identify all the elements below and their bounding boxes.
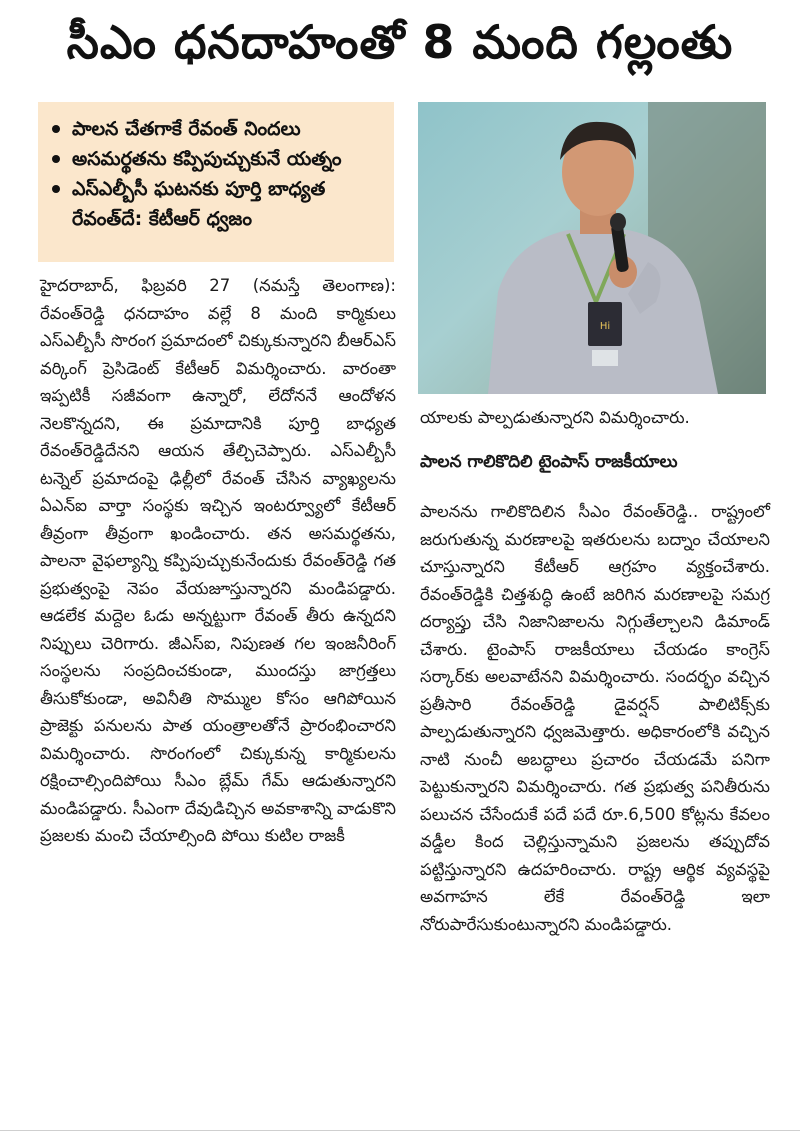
highlight-item [52, 114, 384, 144]
speaker-photo-icon [418, 102, 766, 394]
continuation-text: యాలకు పాల్పడుతున్నారని విమర్శించారు. [420, 408, 690, 427]
article-continuation [420, 404, 770, 432]
highlight-text: అసమర్థతను కప్పిపుచ్చుకునే యత్నం [72, 148, 342, 170]
divider [0, 1130, 800, 1131]
highlight-text: ఎస్ఎల్బీసీ ఘటనకు పూర్తి బాధ్యత రేవంత్‌దే: కేటీఆర్ ధ్వజం [72, 178, 326, 230]
speaker-photo [418, 102, 766, 394]
article-right-column [420, 498, 770, 938]
headline: సీఎం ధనదాహంతో 8 మంది గల్లంతు [66, 15, 734, 69]
highlight-text: పాలన చేతగాకే రేవంత్ నిందలు [72, 118, 301, 140]
highlights-box [38, 102, 394, 262]
bullet-icon [52, 185, 60, 193]
article-paragraph: పాలనను గాలికొదిలిన సీఎం రేవంత్‌రెడ్డి.. రాష్ట్రంలో జరుగుతున్న మరణాలపై ఇతరులను బద్నాం చేయాలని చూస్తున్నారని కేటీఆర్ ఆగ్రహం వ్యక్తంచేశారు. రేవంత్‌రెడ్డికి చిత్తశుద్ధి ఉంటే జరిగిన మరణాలపై సమగ్ర దర్యాప్తు చేసి నిజానిజాలను నిగ్గుతేల్చాలని డిమాండ్ చేశారు. టైంపాస్ రాజకీయాలు చేయడం కాంగ్రెస్ సర్కార్‌కు అలవాటేనని విమర్శించారు. సందర్భం వచ్చిన ప్రతీసారి రేవంత్‌రెడ్డి డైవర్షన్ పాలిటిక్స్‌కు పాల్పడుతున్నారని ధ్వజమెత్తారు. అధికారంలోకి వచ్చిన నాటి నుంచీ అబద్ధాలు ప్రచారం చేయడమే పనిగా పెట్టుకున్నారని విమర్శించారు. గత ప్రభుత్వ పనితీరును పలుచన చేసేందుకే పదే పదే రూ.6,500 కోట్లను కేవలం వడ్డీల కింద చెల్లిస్తున్నామని ప్రజలను తప్పుదోవ పట్టిస్తున్నారని ఉదహరించారు. రాష్ట్ర ఆర్థిక వ్యవస్థపై అవగాహన లేకే రేవంత్‌రెడ్డి ఇలా నోరుపారేసుకుంటున్నారని మండిపడ్డారు. [420, 502, 770, 934]
bullet-icon [52, 125, 60, 133]
highlight-item [52, 144, 384, 174]
bullet-icon [52, 155, 60, 163]
article-left-column [40, 272, 396, 850]
highlight-item [52, 174, 384, 234]
badge-text: Hi [599, 321, 611, 332]
article-paragraph: హైదరాబాద్, ఫిబ్రవరి 27 (నమస్తే తెలంగాణ): రేవంత్‌రెడ్డి ధనదాహం వల్లే 8 మంది కార్మికులు ఎస్ఎల్బీసీ సొరంగ ప్రమాదంలో చిక్కుకున్నారని బీఆర్ఎస్ వర్కింగ్ ప్రెసిడెంట్ కేటీఆర్ విమర్శించారు. వారంతా ఇప్పటికీ సజీవంగా ఉన్నారో, లేదోననే ఆందోళన నెలకొన్నదని, ఈ ప్రమాదానికి పూర్తి బాధ్యత రేవంత్‌రెడ్డిదేనని ఆయన తేల్చిచెప్పారు. ఎస్ఎల్బీసీ టన్నెల్ ప్రమాదంపై ఢిల్లీలో రేవంత్ చేసిన వ్యాఖ్యలను ఏఎన్ఐ వార్తా సంస్థకు ఇచ్చిన ఇంటర్వ్యూలో కేటీఆర్ తీవ్రంగా తీవ్రంగా ఖండించారు. తన అసమర్థతను, పాలనా వైఫల్యాన్ని కప్పిపుచ్చుకునేందుకు రేవంత్‌రెడ్డి గత ప్రభుత్వంపై నెపం వేయజూస్తున్నారని మండిపడ్డారు. ఆడలేక మద్దెల ఓడు అన్నట్టుగా రేవంత్ తీరు ఉన్నదని నిప్పులు చెరిగారు. జీఎస్ఐ, నిపుణత గల ఇంజనీరింగ్ సంస్థలను సంప్రదించకుండా, ముందస్తు జాగ్రత్తలు తీసుకోకుండా, అవినీతి సొమ్ముల కోసం ఆగిపోయిన ప్రాజెక్టు పనులను పాత యంత్రాలతోనే ప్రారంభించారని విమర్శించారు. సొరంగంలో చిక్కుకున్న కార్మికులను రక్షించాల్సిందిపోయి సీఎం బ్లేమ్ గేమ్ ఆడుతున్నారని మండిపడ్డారు. సీఎంగా దేవుడిచ్చిన అవకాశాన్ని వాడుకొని ప్రజలకు మంచి చేయాల్సింది పోయి కుటిల రాజకీ [40, 276, 396, 845]
sub-heading: పాలన గాలికొదిలి టైంపాస్ రాజకీయాలు [420, 452, 678, 472]
